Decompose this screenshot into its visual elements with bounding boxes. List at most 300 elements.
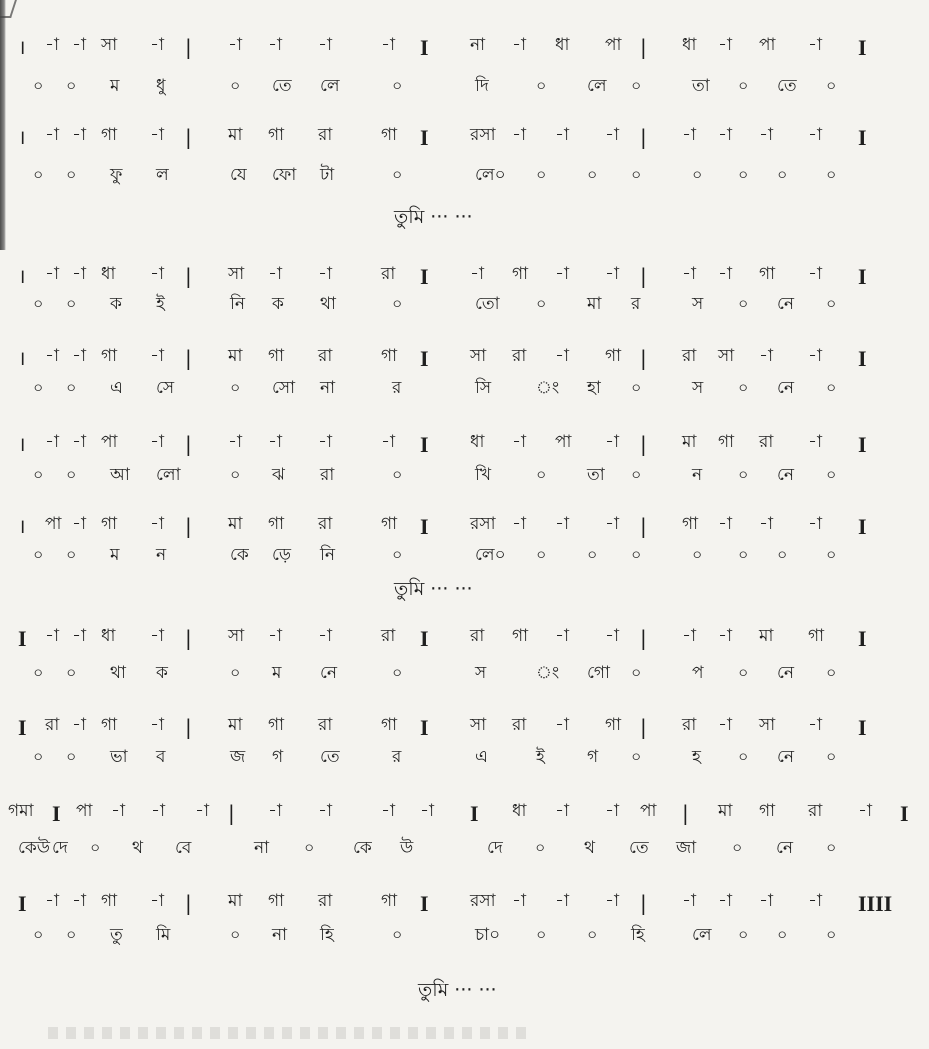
lyric-token: নে — [777, 378, 795, 398]
notation-token: I — [470, 801, 479, 826]
lyrics-row — [0, 296, 929, 326]
notation-token: -া — [45, 626, 59, 646]
notation-token: রা — [381, 264, 396, 284]
lyric-token: ০ — [631, 545, 642, 564]
notation-token: গা — [381, 715, 398, 735]
lyric-token: তা — [587, 465, 605, 485]
lyric-token: ০ — [826, 925, 837, 944]
notation-token: I — [858, 264, 867, 289]
notation-token: I — [18, 715, 27, 740]
notation-token: -া — [605, 432, 619, 452]
notation-token: -া — [759, 125, 773, 145]
notation-token: -া — [718, 264, 732, 284]
notation-token: -া — [150, 891, 164, 911]
notation-row — [0, 434, 929, 464]
notation-token: I — [858, 626, 867, 651]
lyric-token: তে — [320, 747, 340, 767]
lyric-token: ল — [156, 165, 169, 185]
lyric-token: ০ — [826, 838, 837, 857]
notation-token: -া — [151, 801, 165, 821]
notation-token: I — [858, 346, 867, 371]
notation-token: রসা — [470, 125, 496, 145]
notation-token: | — [640, 891, 647, 915]
lyric-token: ক — [110, 294, 122, 314]
lyric-token: ০ — [777, 545, 788, 564]
notation-token: সা — [101, 35, 118, 55]
notation-token: -া — [555, 125, 569, 145]
lyric-token: ০ — [738, 747, 749, 766]
notation-token: -া — [718, 35, 732, 55]
notation-token: I — [858, 125, 867, 150]
lyrics-row — [0, 749, 929, 779]
lyric-token: ০ — [777, 165, 788, 184]
notation-row — [0, 893, 929, 923]
notation-token: সা — [718, 346, 735, 366]
notation-token: -া — [195, 801, 209, 821]
notation-token: -া — [150, 346, 164, 366]
lyric-token: ০ — [738, 294, 749, 313]
notation-token: । — [18, 346, 26, 370]
notation-token: -া — [759, 891, 773, 911]
notation-token: -া — [555, 264, 569, 284]
lyric-token: ব — [156, 747, 166, 767]
lyric-token: তে — [272, 76, 292, 96]
notation-token: মা — [228, 715, 243, 735]
notation-token: I — [858, 514, 867, 539]
notation-token: | — [185, 891, 192, 915]
lyric-token: তে — [777, 76, 797, 96]
notation-token: না — [470, 35, 486, 55]
lyric-token: গ — [272, 747, 284, 767]
notation-token: -া — [318, 801, 332, 821]
notation-token: -া — [555, 626, 569, 646]
notation-token: -া — [72, 891, 86, 911]
notation-token: গা — [101, 514, 118, 534]
lyric-token: ০ — [66, 545, 77, 564]
lyric-token: তে — [629, 838, 649, 858]
notation-row — [0, 348, 929, 378]
lyric-token: লে০ — [475, 545, 506, 565]
lyric-token: থ — [132, 838, 144, 858]
notation-token: গা — [381, 514, 398, 534]
lyrics-row — [0, 927, 929, 957]
lyric-token: থ — [584, 838, 596, 858]
notation-token: গা — [101, 891, 118, 911]
lyric-token: ং — [536, 378, 560, 398]
notation-token: I — [52, 801, 61, 826]
lyric-token: উ — [400, 838, 414, 858]
lyric-token: ০ — [826, 165, 837, 184]
notation-token: মা — [759, 626, 774, 646]
lyric-token: সে — [156, 378, 175, 398]
notation-token: -া — [470, 264, 484, 284]
lyric-token: র — [392, 747, 402, 767]
notation-token: -া — [45, 432, 59, 452]
lyrics-row — [0, 665, 929, 695]
notation-token: -া — [381, 432, 395, 452]
lyric-token: নে — [777, 294, 795, 314]
notation-token: গা — [268, 514, 285, 534]
notation-token: -া — [72, 715, 86, 735]
lyric-token: ধু — [156, 76, 166, 96]
lyric-token: ০ — [738, 663, 749, 682]
lyric-token: ক — [156, 663, 168, 683]
notation-token: -া — [150, 264, 164, 284]
lyric-token: ০ — [33, 465, 44, 484]
lyric-token: ০ — [66, 165, 77, 184]
lyric-token: কে — [230, 545, 249, 565]
notation-token: । — [18, 264, 26, 288]
notation-token: রসা — [470, 514, 496, 534]
notation-token: I — [420, 264, 429, 289]
lyrics-row — [0, 380, 929, 410]
notation-token: | — [185, 264, 192, 288]
lyric-token: ০ — [392, 663, 403, 682]
notation-token: -া — [72, 264, 86, 284]
notation-token: ধা — [512, 801, 527, 821]
notation-token: গা — [605, 715, 622, 735]
lyric-token: না — [254, 838, 270, 858]
notation-token: -া — [268, 626, 282, 646]
refrain-marker: তুমি ··· ··· — [394, 206, 473, 228]
lyric-token: কেউ — [18, 838, 51, 858]
notation-token: -া — [381, 35, 395, 55]
notation-token: রা — [318, 514, 333, 534]
lyric-token: ০ — [738, 378, 749, 397]
lyric-token: ০ — [392, 165, 403, 184]
lyric-token: গো — [587, 663, 610, 683]
notation-token: | — [185, 626, 192, 650]
lyric-token: ০ — [33, 294, 44, 313]
lyric-token: ০ — [738, 545, 749, 564]
lyrics-row — [0, 840, 929, 870]
lyric-token: ০ — [536, 465, 547, 484]
notation-token: | — [228, 801, 235, 825]
lyric-token: আ — [110, 465, 130, 485]
notation-token: -া — [605, 125, 619, 145]
notation-token: রা — [318, 891, 333, 911]
notation-token: I — [420, 125, 429, 150]
lyric-token: ০ — [631, 76, 642, 95]
lyric-token: নে — [776, 838, 794, 858]
lyric-token: ০ — [631, 747, 642, 766]
notation-token: -া — [759, 514, 773, 534]
notation-token: পা — [555, 432, 572, 452]
lyric-token: ০ — [587, 545, 598, 564]
notation-token: -া — [268, 801, 282, 821]
lyric-token: ০ — [230, 378, 241, 397]
notation-token: মা — [682, 432, 697, 452]
lyric-token: এ — [110, 378, 123, 398]
lyric-token: ই — [536, 747, 545, 767]
notation-token: গা — [808, 626, 825, 646]
lyric-token: না — [320, 378, 336, 398]
lyric-token: নে — [777, 465, 795, 485]
notation-token: মা — [228, 891, 243, 911]
notation-token: -া — [555, 715, 569, 735]
notation-token: -া — [808, 432, 822, 452]
lyric-token: ০ — [738, 465, 749, 484]
notation-token: সা — [759, 715, 776, 735]
notation-token: -া — [150, 715, 164, 735]
notation-token: গা — [268, 346, 285, 366]
lyric-token: ০ — [33, 76, 44, 95]
lyric-token: নি — [230, 294, 246, 314]
notation-token: | — [640, 125, 647, 149]
lyric-token: ০ — [230, 663, 241, 682]
notation-token: পা — [76, 801, 93, 821]
notation-token: | — [682, 801, 689, 825]
lyric-token: ক — [272, 294, 284, 314]
notation-token: -া — [228, 432, 242, 452]
notation-token: -া — [718, 715, 732, 735]
lyric-token: ০ — [230, 465, 241, 484]
lyric-token: ০ — [392, 465, 403, 484]
notation-token: পা — [640, 801, 657, 821]
notation-token: -া — [718, 514, 732, 534]
notation-token: মা — [718, 801, 733, 821]
notation-token: রা — [808, 801, 823, 821]
notation-token: -া — [858, 801, 872, 821]
lyric-token: রা — [320, 465, 335, 485]
lyric-token: চা০ — [475, 925, 501, 945]
notation-token: | — [185, 432, 192, 456]
notation-token: -া — [381, 801, 395, 821]
lyrics-row — [0, 167, 929, 197]
lyric-token: হা — [587, 378, 601, 398]
lyric-token: ০ — [826, 663, 837, 682]
lyric-token: ০ — [33, 165, 44, 184]
notation-token: I — [420, 626, 429, 651]
notation-token: -া — [808, 715, 822, 735]
notation-token: গা — [759, 801, 776, 821]
notation-token: রা — [318, 346, 333, 366]
lyric-token: দি — [475, 76, 489, 96]
notation-token: -া — [808, 514, 822, 534]
notation-token: -া — [268, 264, 282, 284]
notation-token: । — [18, 125, 26, 149]
lyric-token: বে — [175, 838, 192, 858]
notation-token: | — [185, 514, 192, 538]
lyric-token: টা — [320, 165, 335, 185]
notation-token: | — [640, 264, 647, 288]
lyric-token: ০ — [33, 378, 44, 397]
page-corner-mark — [0, 0, 17, 18]
notation-token: I — [420, 514, 429, 539]
notation-token: রা — [470, 626, 485, 646]
refrain-marker: তুমি ··· ··· — [394, 578, 473, 600]
notation-token: গা — [101, 125, 118, 145]
notation-token: পা — [759, 35, 776, 55]
notation-token: -া — [72, 125, 86, 145]
notation-token: -া — [808, 264, 822, 284]
lyric-token: ম — [272, 663, 282, 683]
lyric-token: ০ — [33, 925, 44, 944]
notation-token: | — [640, 514, 647, 538]
lyric-token: স — [475, 663, 487, 683]
lyric-token: ০ — [66, 465, 77, 484]
lyric-token: ০ — [732, 838, 743, 857]
notation-token: -া — [512, 432, 526, 452]
notation-token: | — [185, 35, 192, 59]
lyric-token: ০ — [738, 925, 749, 944]
lyric-token: প — [692, 663, 704, 683]
lyric-token: কে — [353, 838, 372, 858]
notation-token: পা — [101, 432, 118, 452]
notation-token: -া — [45, 125, 59, 145]
lyric-token: লে — [320, 76, 340, 96]
lyric-token: নি — [320, 545, 336, 565]
notation-token: রা — [318, 715, 333, 735]
lyric-token: ০ — [738, 165, 749, 184]
notation-token: -া — [72, 35, 86, 55]
lyric-token: ০ — [66, 378, 77, 397]
notation-token: I — [420, 35, 429, 60]
notation-token: -া — [512, 891, 526, 911]
notation-token: -া — [512, 125, 526, 145]
notation-row — [0, 803, 929, 833]
lyric-token: ০ — [536, 925, 547, 944]
notation-token: -া — [808, 35, 822, 55]
lyric-token: ০ — [392, 545, 403, 564]
notation-token: রা — [318, 125, 333, 145]
notation-token: | — [185, 346, 192, 370]
lyric-token: ০ — [392, 294, 403, 313]
lyric-token: ং — [536, 663, 560, 683]
lyric-token: লো — [156, 465, 181, 485]
lyric-token: ০ — [826, 378, 837, 397]
lyric-token: তো — [475, 294, 500, 314]
lyric-token: দে — [487, 838, 503, 858]
notation-token: -া — [45, 346, 59, 366]
notation-token: -া — [808, 125, 822, 145]
lyric-token: স — [692, 294, 704, 314]
lyric-token: এ — [475, 747, 488, 767]
lyric-token: হি — [631, 925, 645, 945]
lyric-token: ০ — [33, 545, 44, 564]
notation-token: -া — [808, 891, 822, 911]
notation-token: রা — [759, 432, 774, 452]
notation-token: -া — [268, 432, 282, 452]
lyric-token: সো — [272, 378, 296, 398]
lyric-token: ০ — [777, 925, 788, 944]
notation-token: | — [185, 715, 192, 739]
notation-token: সা — [228, 626, 245, 646]
notation-token: | — [640, 346, 647, 370]
notation-token: -া — [718, 891, 732, 911]
notation-token: মা — [228, 346, 243, 366]
lyric-token: তা — [692, 76, 710, 96]
lyric-token: নে — [777, 747, 795, 767]
lyric-token: ভা — [110, 747, 128, 767]
lyric-token: ০ — [304, 838, 315, 857]
notation-token: মা — [228, 514, 243, 534]
notation-token: ধা — [101, 264, 116, 284]
notation-token: । — [18, 432, 26, 456]
notation-token: -া — [555, 514, 569, 534]
lyrics-row — [0, 78, 929, 108]
lyric-token: সি — [475, 378, 492, 398]
notation-token: -া — [318, 264, 332, 284]
lyric-token: ০ — [692, 545, 703, 564]
lyric-token: ০ — [536, 165, 547, 184]
notation-token: গা — [268, 891, 285, 911]
notation-token: -া — [605, 514, 619, 534]
lyric-token: মা — [587, 294, 602, 314]
notation-token: -া — [45, 35, 59, 55]
lyric-token: ০ — [535, 838, 546, 857]
notation-token: -া — [150, 125, 164, 145]
lyric-token: ০ — [631, 465, 642, 484]
lyric-token: মি — [156, 925, 171, 945]
notation-token: -া — [718, 125, 732, 145]
lyric-token: ড়ে — [272, 545, 292, 565]
notation-token: -া — [605, 626, 619, 646]
notation-token: IIII — [858, 891, 893, 916]
lyric-token: দে — [52, 838, 68, 858]
lyric-token: ০ — [587, 925, 598, 944]
notation-token: । — [18, 35, 26, 59]
lyric-token: ফো — [272, 165, 297, 185]
notation-token: I — [420, 891, 429, 916]
notation-token: -া — [72, 514, 86, 534]
lyric-token: ০ — [692, 165, 703, 184]
lyric-token: ০ — [536, 294, 547, 313]
lyrics-row — [0, 467, 929, 497]
notation-token: -া — [759, 346, 773, 366]
lyric-token: লে — [692, 925, 712, 945]
notation-token: পা — [45, 514, 62, 534]
notation-token: | — [640, 626, 647, 650]
notation-token: গা — [605, 346, 622, 366]
notation-token: রা — [512, 715, 527, 735]
notation-token: I — [420, 715, 429, 740]
notation-token: রা — [682, 346, 697, 366]
notation-token: গা — [381, 891, 398, 911]
lyric-token: নে — [320, 663, 338, 683]
lyric-token: ম — [110, 545, 120, 565]
lyric-token: লে০ — [475, 165, 506, 185]
notation-token: ধা — [555, 35, 570, 55]
notation-token: | — [640, 715, 647, 739]
notation-token: I — [18, 891, 27, 916]
lyric-token: ন — [692, 465, 703, 485]
notation-token: গা — [268, 125, 285, 145]
lyric-token: খি — [475, 465, 492, 485]
notation-token: -া — [682, 891, 696, 911]
notation-token: গমা — [8, 801, 34, 821]
lyric-token: ০ — [392, 76, 403, 95]
notation-token: -া — [150, 35, 164, 55]
notation-row — [0, 37, 929, 67]
notation-token: I — [858, 432, 867, 457]
lyric-token: ০ — [826, 747, 837, 766]
notation-row — [0, 266, 929, 296]
lyric-token: নে — [777, 663, 795, 683]
lyric-token: ০ — [826, 294, 837, 313]
lyric-token: ০ — [392, 925, 403, 944]
notation-token: | — [640, 432, 647, 456]
lyric-token: ঝ — [272, 465, 285, 485]
notation-token: -া — [72, 432, 86, 452]
notation-token: রসা — [470, 891, 496, 911]
lyric-token: ০ — [587, 165, 598, 184]
notation-token: -া — [682, 264, 696, 284]
notation-token: -া — [718, 626, 732, 646]
lyric-token: ০ — [33, 747, 44, 766]
lyric-token: স — [692, 378, 704, 398]
lyric-token: ০ — [631, 663, 642, 682]
